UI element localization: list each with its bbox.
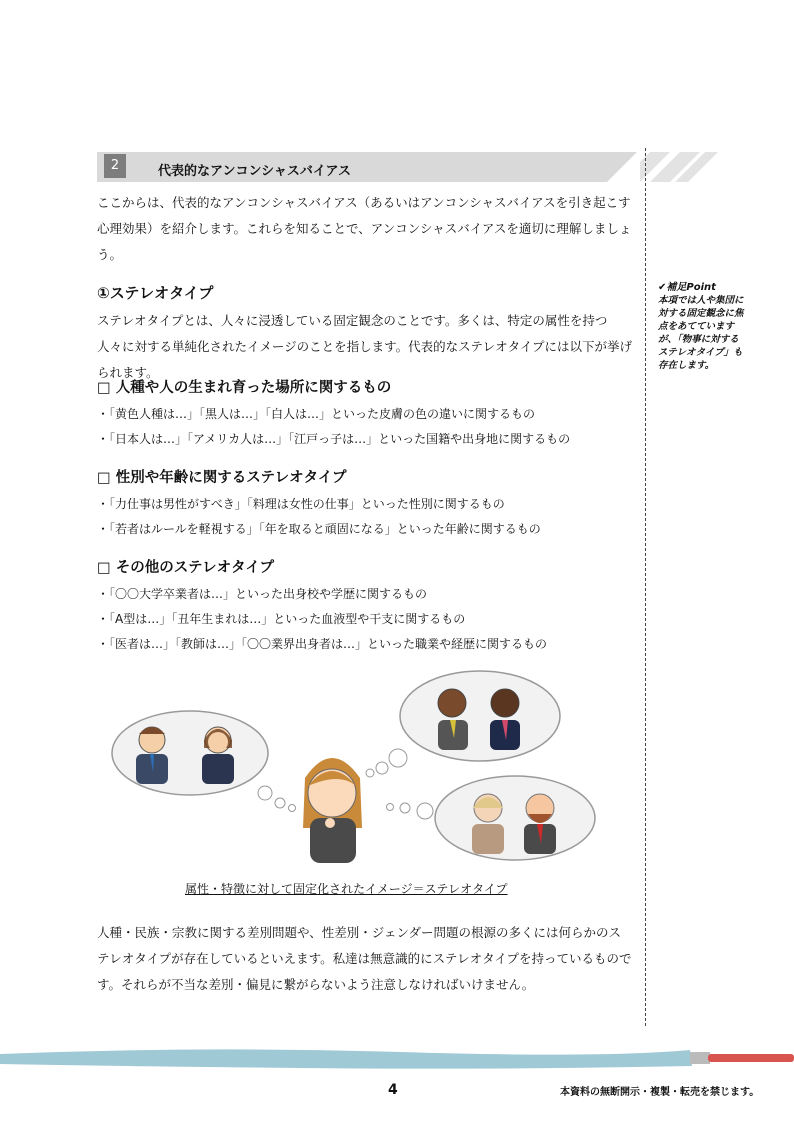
- brush-stroke-decoration: [0, 1040, 794, 1074]
- group-heading-race: □ 人種や人の生まれ育った場所に関するもの: [97, 380, 392, 396]
- section-number: 2: [104, 154, 126, 178]
- stereotype-heading: ①ステレオタイプ: [97, 284, 214, 302]
- group-heading-other: □ その他のステレオタイプ: [97, 560, 274, 576]
- list-item: ・「日本人は…」「アメリカ人は…」「江戸っ子は…」といった国籍や出身地に関するもの: [97, 432, 571, 446]
- stereotype-description: ステレオタイプとは、人々に浸透している固定観念のことです。多くは、特定の属性を持つ人々に対する単純化されたイメージのことを指します。代表的なステレオタイプには以下が挙げられます。: [97, 313, 633, 380]
- aside-heading: ✔補足Point: [658, 282, 716, 293]
- list-item: ・「医者は…」「教師は…」「〇〇業界出身者は…」といった職業や経歴に関するもの: [97, 637, 548, 651]
- intro-paragraph: ここからは、代表的なアンコンシャスバイアス（あるいはアンコンシャスバイアスを引き起こす心理効果）を紹介します。これらを知ることで、アンコンシャスバイアスを適切に理解しましょう。: [97, 195, 632, 262]
- page-number: 4: [388, 1082, 398, 1098]
- closing-paragraph: 人種・民族・宗教に関する差別問題や、性差別・ジェンダー問題の根源の多くには何らかのステレオタイプが存在しているといえます。私達は無意識的にステレオタイプを持っているものです。それらが不当な差別・偏見に繋がらないよう注意しなければいけません。: [97, 925, 632, 992]
- thought-cloud-left: [112, 711, 296, 812]
- list-item: ・「A型は…」「丑年生まれは…」といった血液型や干支に関するもの: [97, 612, 466, 626]
- thinking-woman: [303, 758, 362, 863]
- thought-cloud-bottom: [387, 776, 596, 860]
- header-stripes: [640, 152, 720, 182]
- thought-cloud-top: [366, 671, 560, 777]
- vertical-divider: [645, 148, 646, 1026]
- list-item: ・「若者はルールを軽視する」「年を取ると頑固になる」といった年齢に関するもの: [97, 522, 541, 536]
- illustration-caption: 属性・特徴に対して固定化されたイメージ＝ステレオタイプ: [185, 882, 508, 896]
- aside-body: 本項では人や集団に対する固定観念に焦点をあてていますが、「物事に対するステレオタイプ」も存在します。: [658, 295, 744, 371]
- list-item: ・「黄色人種は…」「黒人は…」「白人は…」といった皮膚の色の違いに関するもの: [97, 407, 536, 421]
- stereotype-illustration: [100, 668, 600, 873]
- group-heading-gender-age: □ 性別や年齢に関するステレオタイプ: [97, 470, 347, 486]
- copyright-notice: 本資料の無断開示・複製・転売を禁じます。: [560, 1087, 760, 1098]
- list-item: ・「〇〇大学卒業者は…」といった出身校や学歴に関するもの: [97, 587, 428, 601]
- section-title: 代表的なアンコンシャスバイアス: [158, 164, 351, 179]
- list-item: ・「力仕事は男性がすべき」「料理は女性の仕事」といった性別に関するもの: [97, 497, 505, 511]
